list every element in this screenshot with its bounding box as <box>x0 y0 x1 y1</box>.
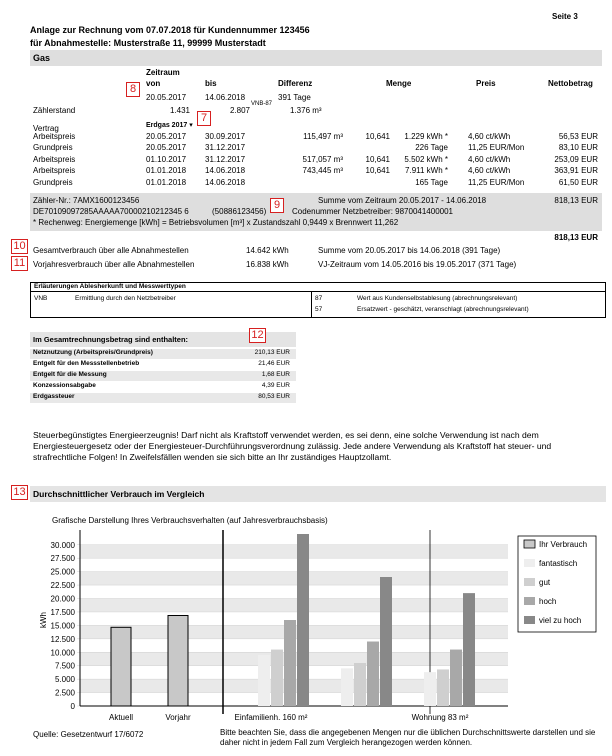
erlaeuterungen-code: VNB <box>34 295 48 302</box>
marker-12: 12 <box>249 328 266 343</box>
bar <box>284 620 296 706</box>
grid-band <box>80 572 508 585</box>
included-row <box>30 382 296 392</box>
gas-row-label: Arbeitspreis <box>33 166 76 176</box>
gas-total: 818,13 EUR <box>554 233 598 242</box>
included-label: Erdgassteuer <box>33 393 75 400</box>
y-tick-label: 15.000 <box>50 621 75 631</box>
gas-row-von: 20.05.2017 <box>146 143 187 153</box>
gesamtverbrauch-label: Gesamtverbrauch über alle Abnahmestellen <box>33 246 189 255</box>
bar <box>271 650 283 706</box>
legend-swatch <box>524 578 535 586</box>
included-value: 1,68 EUR <box>261 371 290 378</box>
y-tick-label: 17.500 <box>50 607 75 617</box>
zaehlerstand-start: 1.431 <box>169 106 190 115</box>
erlaeuterungen-title: Erläuterungen Ablesherkunft und Messwerttypen <box>34 283 186 290</box>
y-tick-label: 12.500 <box>50 634 75 644</box>
bar <box>437 669 449 706</box>
bar <box>463 593 475 706</box>
legend-swatch <box>524 540 535 548</box>
zaehlerstand-end: 2.807 <box>229 106 250 115</box>
y-tick-label: 2.500 <box>54 688 75 698</box>
consumption-chart <box>28 526 606 726</box>
col-nettobetrag: Nettobetrag <box>548 79 593 88</box>
gas-row-menge: 226 Tage <box>415 143 448 153</box>
y-tick-label: 7.500 <box>54 661 75 671</box>
x-tick-label: Aktuell <box>108 713 134 722</box>
bar <box>380 577 392 706</box>
gas-title-band <box>30 50 602 66</box>
gas-row-preis: 11,25 EUR/Mon <box>468 177 525 187</box>
erlaeuterungen-code2: 87 <box>315 295 323 302</box>
gas-row-von: 20.05.2017 <box>146 132 187 141</box>
vertrag-value: Erdgas 2017 ▾ <box>146 122 193 129</box>
comparison-title: Durchschnittlicher Verbrauch im Vergleich <box>33 489 205 499</box>
marker-13: 13 <box>11 485 28 500</box>
bar <box>450 650 462 706</box>
y-tick-label: 5.000 <box>54 675 75 685</box>
y-tick-label: 10.000 <box>50 648 75 658</box>
included-value: 80,53 EUR <box>258 393 290 400</box>
col-von: von <box>146 79 161 88</box>
bar <box>297 534 309 706</box>
legend-label: fantastisch <box>539 559 578 568</box>
x-tick-label: Wohnung 83 m² <box>411 713 469 722</box>
melo-id: (50886123456) <box>212 207 267 216</box>
legend-swatch <box>524 559 535 567</box>
tax-note: Steuerbegünstigtes Energieerzeugnis! Darf nicht als Kraftstoff verwendet werden, es sei denn, eine solche Verwendung ist nach dem Energiesteuergesetz oder der Energiesteuer-Durchführungsverordnung zulässig. Jede andere Verwendung als Kraftstoff hat steuer- und strafrechtliche Folgen! In Zweifelsfällen wenden sie sich bitte an Ihr zuständiges Hauptzollamt. <box>33 430 552 462</box>
gas-row-menge: 1.229 kWh * <box>404 132 448 141</box>
y-tick-label: 22.500 <box>50 581 75 591</box>
period-von: 20.05.2017 <box>146 93 187 102</box>
comparison-subtitle: Grafische Darstellung Ihres Verbrauchsverhalten (auf Jahresverbrauchsbasis) <box>52 516 328 525</box>
gas-row-bis: 14.06.2018 <box>205 166 246 176</box>
marker-9: 9 <box>270 198 284 213</box>
zaehlerstand-end-marker: VNB-87 <box>251 101 273 107</box>
period-differenz: 391 Tage <box>278 93 311 102</box>
period-bis: 14.06.2018 <box>205 93 246 102</box>
header-address: für Abnahmestelle: Musterstraße 11, 99999 Musterstadt <box>30 38 266 48</box>
included-row <box>30 371 296 381</box>
gas-row-preis: 11,25 EUR/Mon <box>468 143 525 153</box>
gas-row-netto: 253,09 EUR <box>554 154 598 164</box>
y-tick-label: 27.500 <box>50 554 75 564</box>
legend-swatch <box>524 616 535 624</box>
x-tick-label: Einfamilienh. 160 m² <box>234 713 308 722</box>
included-row <box>30 360 296 370</box>
gas-row-preis: 4,60 ct/kWh <box>468 132 511 141</box>
x-tick-label: Vorjahr <box>165 713 191 722</box>
codenummer: Codenummer Netzbetreiber: 9870041400001 <box>292 207 453 216</box>
zaehlerstand-diff: 1.376 m³ <box>290 106 322 115</box>
gas-row-von: 01.01.2018 <box>146 177 187 187</box>
gas-row-bis: 31.12.2017 <box>205 143 246 153</box>
summe-zeitraum-label: Summe vom Zeitraum 20.05.2017 - 14.06.2018 <box>318 196 487 205</box>
y-tick-label: 0 <box>70 702 75 711</box>
erlaeuterungen-desc: Ermittlung durch den Netzbetreiber <box>75 295 176 302</box>
erlaeuterungen-table <box>30 282 606 318</box>
included-label: Netznutzung (Arbeitspreis/Grundpreis) <box>33 349 153 356</box>
gas-row-factor: 10,641 <box>365 154 390 164</box>
col-differenz: Differenz <box>278 79 313 88</box>
included-label: Entgelt für die Messung <box>33 371 107 378</box>
header-title: Anlage zur Rechnung vom 07.07.2018 für Kundennummer 123456 <box>30 25 310 35</box>
legend-label: gut <box>539 578 551 587</box>
included-row <box>30 393 296 403</box>
page-number: Seite 3 <box>552 12 578 21</box>
vorjahresverbrauch-value: 16.838 kWh <box>246 260 289 269</box>
gas-row-menge: 7.911 kWh * <box>405 166 448 176</box>
erlaeuterungen-divider <box>31 291 605 292</box>
erlaeuterungen-code3: 57 <box>315 306 323 313</box>
included-label: Konzessionsabgabe <box>33 382 96 389</box>
y-axis-label: kWh <box>39 612 48 628</box>
erlaeuterungen-desc3: Ersatzwert - geschätzt, veranschlagt (abrechnungsrelevant) <box>357 306 529 313</box>
gas-row-bis: 31.12.2017 <box>205 154 246 164</box>
included-value: 210,13 EUR <box>254 349 290 356</box>
bar <box>111 627 131 706</box>
included-value: 4,39 EUR <box>261 382 290 389</box>
included-label: Entgelt für den Messstellenbetrieb <box>33 360 140 367</box>
summe-zeitraum-value: 818,13 EUR <box>554 196 598 205</box>
gas-row-bis: 14.06.2018 <box>205 177 246 187</box>
bar <box>424 672 436 706</box>
source-note: Quelle: Gesetzentwurf 17/6072 <box>33 730 144 739</box>
gas-row-factor: 10,641 <box>365 166 390 176</box>
gas-row-vol: 115,497 m³ <box>303 132 343 141</box>
vertrag-label: Vertrag <box>33 124 59 133</box>
bar <box>168 615 188 706</box>
gas-row-menge: 165 Tage <box>415 177 448 187</box>
comparison-note: Bitte beachten Sie, dass die angegebenen Mengen nur die üblichen Durchschnittswerte darstellen und sie daher nicht in jedem Fall zum Vergleich herangezogen werden können. <box>220 728 596 747</box>
grid-band <box>80 545 508 558</box>
col-zeitraum: Zeitraum <box>146 68 180 77</box>
gas-section-title: Gas <box>33 53 51 63</box>
gas-row-menge: 5.502 kWh * <box>404 154 448 164</box>
included-title: Im Gesamtrechnungsbetrag sind enthalten: <box>33 335 189 344</box>
gas-row-preis: 4,60 ct/kWh <box>468 154 511 164</box>
col-preis: Preis <box>476 79 496 88</box>
gas-row-label: Arbeitspreis <box>33 154 76 164</box>
col-menge: Menge <box>386 79 412 88</box>
bar <box>367 642 379 707</box>
erlaeuterungen-desc2: Wert aus Kundenselbstablesung (abrechnungsrelevant) <box>357 295 518 302</box>
rechenweg: * Rechenweg: Energiemenge [kWh] = Betriebsvolumen [m³] x Zustandszahl 0,9449 x Brennwert 11,262 <box>33 218 399 227</box>
gas-row-label: Arbeitspreis <box>33 132 76 141</box>
marker-11: 11 <box>11 256 28 271</box>
gas-row-netto: 363,91 EUR <box>554 166 598 176</box>
zaehler-nr: Zähler-Nr.: 7AMX1600123456 <box>33 196 140 205</box>
marker-7: 7 <box>197 111 211 126</box>
gas-row-netto: 61,50 EUR <box>558 177 598 187</box>
bar <box>354 663 366 706</box>
legend-label: Ihr Verbrauch <box>539 540 588 549</box>
gas-row-label: Grundpreis <box>33 143 73 153</box>
y-tick-label: 20.000 <box>50 594 75 604</box>
gas-row-von: 01.01.2018 <box>146 166 187 176</box>
gas-row-netto: 83,10 EUR <box>558 143 598 153</box>
vorjahresverbrauch-period: VJ-Zeitraum vom 14.05.2016 bis 19.05.2017 (371 Tage) <box>318 260 517 269</box>
malo-id: DE70109097285AAAAA70000210212345 6 <box>33 207 189 216</box>
y-tick-label: 30.000 <box>50 540 75 550</box>
included-value: 21,46 EUR <box>258 360 290 367</box>
gas-row-bis: 30.09.2017 <box>205 132 246 141</box>
col-bis: bis <box>205 79 217 88</box>
bar <box>341 668 353 706</box>
gesamtverbrauch-value: 14.642 kWh <box>246 246 289 255</box>
y-tick-label: 25.000 <box>50 567 75 577</box>
bar <box>258 655 270 706</box>
erlaeuterungen-col-divider <box>311 292 312 318</box>
gas-row-preis: 4,60 ct/kWh <box>468 166 511 176</box>
legend-label: hoch <box>539 597 557 606</box>
gas-row-netto: 56,53 EUR <box>558 132 598 141</box>
gas-row-vol: 743,445 m³ <box>302 166 343 176</box>
gas-row-factor: 10,641 <box>365 132 390 141</box>
gas-row-vol: 517,057 m³ <box>302 154 343 164</box>
gas-row-label: Grundpreis <box>33 177 73 187</box>
included-row <box>30 349 296 359</box>
zaehlerstand-label: Zählerstand <box>33 106 76 115</box>
legend-swatch <box>524 597 535 605</box>
marker-8: 8 <box>126 82 140 97</box>
gas-row-von: 01.10.2017 <box>146 154 187 164</box>
gesamtverbrauch-period: Summe vom 20.05.2017 bis 14.06.2018 (391 Tage) <box>318 246 501 255</box>
grid-band <box>80 599 508 612</box>
marker-10: 10 <box>11 239 28 254</box>
vorjahresverbrauch-label: Vorjahresverbrauch über alle Abnahmestellen <box>33 260 195 269</box>
legend-label: viel zu hoch <box>539 616 582 625</box>
